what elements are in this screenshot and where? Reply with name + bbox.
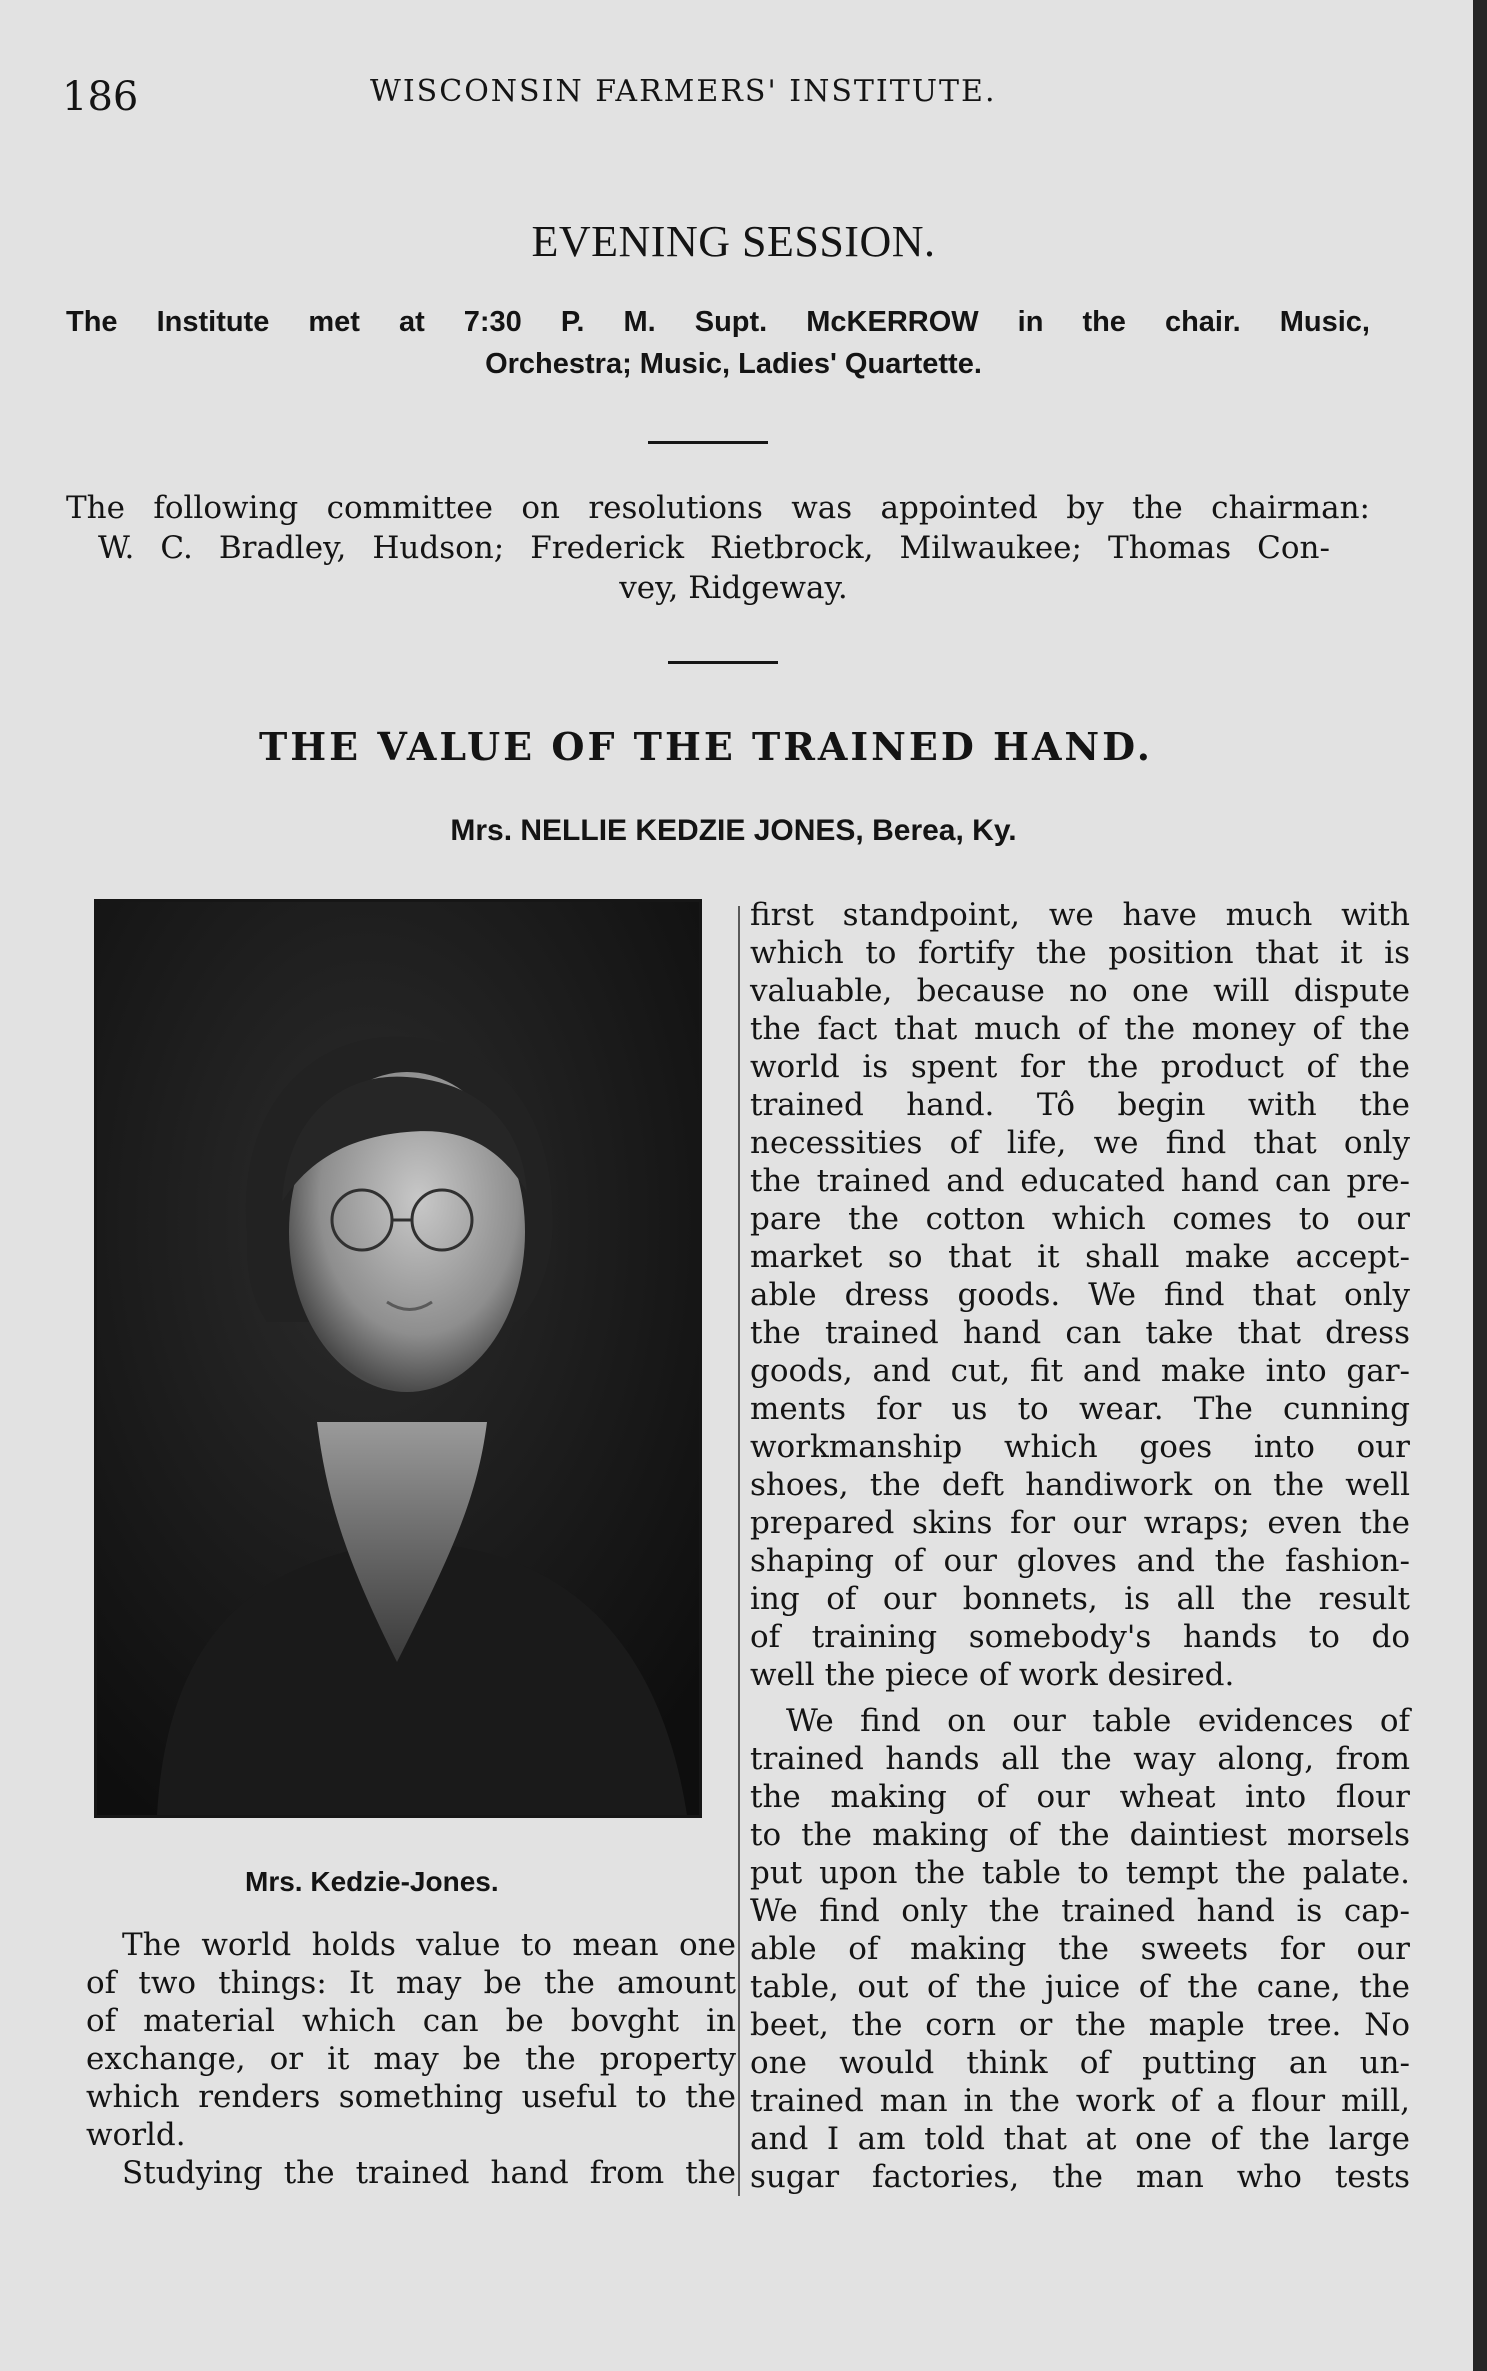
right-column-line: trained hand. Tô begin with the [750,1087,1410,1123]
section-rule [668,661,778,664]
right-column-line: market so that it shall make accept- [750,1239,1410,1275]
photo-caption: Mrs. Kedzie-Jones. [245,1866,499,1897]
left-column-line: world. [86,2117,186,2153]
left-column-line: of material which can be bovght in [86,2003,736,2039]
right-column-line: which to fortify the position that it is [750,935,1410,971]
right-column-line: ing of our bonnets, is all the result [750,1581,1410,1617]
column-divider [738,906,740,2196]
left-column [86,1926,736,2192]
right-column-line: shaping of our gloves and the fashion- [750,1543,1410,1579]
right-column-line: workmanship which goes into our [750,1429,1410,1465]
right-column-line: trained hands all the way along, from [750,1741,1410,1777]
right-column-line: necessities of life, we find that only [750,1125,1410,1161]
right-column-line: the trained and educated hand can pre- [750,1163,1410,1199]
article-byline: Mrs. NELLIE KEDZIE JONES, Berea, Ky. [450,814,1017,847]
right-column-line: table, out of the juice of the cane, the [750,1969,1410,2005]
portrait-image [97,902,699,1815]
meeting-line-2: Orchestra; Music, Ladies' Quartette. [485,348,982,380]
article-title: THE VALUE OF THE TRAINED HAND. [259,724,1153,769]
meeting-line-1: The Institute met at 7:30 P. M. Supt. McKERROW in the chair. Music, [66,306,1370,338]
session-title: EVENING SESSION. [531,217,936,266]
left-column-line: which renders something useful to the [86,2079,736,2115]
right-column-line: beet, the corn or the maple tree. No [750,2007,1410,2043]
right-column-line: the making of our wheat into flour [750,1779,1410,1815]
committee-line-1: The following committee on resolutions was appointed by the chairman: [66,490,1370,526]
right-column-line: able of making the sweets for our [750,1931,1410,1967]
committee-line-2: W. C. Bradley, Hudson; Frederick Rietbrock, Milwaukee; Thomas Con- [98,530,1330,566]
right-column-line: valuable, because no one will dispute [750,973,1410,1009]
portrait-photo [94,899,702,1818]
right-column-line: of training somebody's hands to do [750,1619,1410,1655]
left-column-line: Studying the trained hand from the [122,2155,736,2191]
right-column-line: put upon the table to tempt the palate. [750,1855,1410,1891]
running-head: WISCONSIN FARMERS' INSTITUTE. [370,74,997,109]
right-column-line: prepared skins for our wraps; even the [750,1505,1410,1541]
section-rule [648,441,768,444]
right-column-line: trained man in the work of a flour mill, [750,2083,1410,2119]
right-column-line: and I am told that at one of the large [750,2121,1410,2157]
page-number: 186 [62,74,139,120]
right-column-line: well the piece of work desired. [750,1657,1235,1693]
right-column-line: one would think of putting an un- [750,2045,1410,2081]
left-column-line: of two things: It may be the amount [86,1965,736,2001]
left-column-line: exchange, or it may be the property [86,2041,736,2077]
right-column-line: first standpoint, we have much with [750,897,1410,933]
scan-border [1473,0,1487,2371]
committee-line-3: vey, Ridgeway. [619,570,848,606]
right-column-line: the fact that much of the money of the [750,1011,1410,1047]
right-column-line: goods, and cut, fit and make into gar- [750,1353,1410,1389]
right-column-line: We find only the trained hand is cap- [750,1893,1410,1929]
right-column-line: ments for us to wear. The cunning [750,1391,1410,1427]
right-column-line: sugar factories, the man who tests [750,2159,1410,2195]
right-column [750,896,1410,2196]
left-column-line: The world holds value to mean one [122,1927,736,1963]
right-column-line: We find on our table evidences of [786,1703,1410,1739]
right-column-line: world is spent for the product of the [750,1049,1410,1085]
right-column-line: pare the cotton which comes to our [750,1201,1410,1237]
right-column-line: shoes, the deft handiwork on the well [750,1467,1410,1503]
right-column-line: to the making of the daintiest morsels [750,1817,1410,1853]
right-column-line: the trained hand can take that dress [750,1315,1410,1351]
right-column-line: able dress goods. We find that only [750,1277,1410,1313]
